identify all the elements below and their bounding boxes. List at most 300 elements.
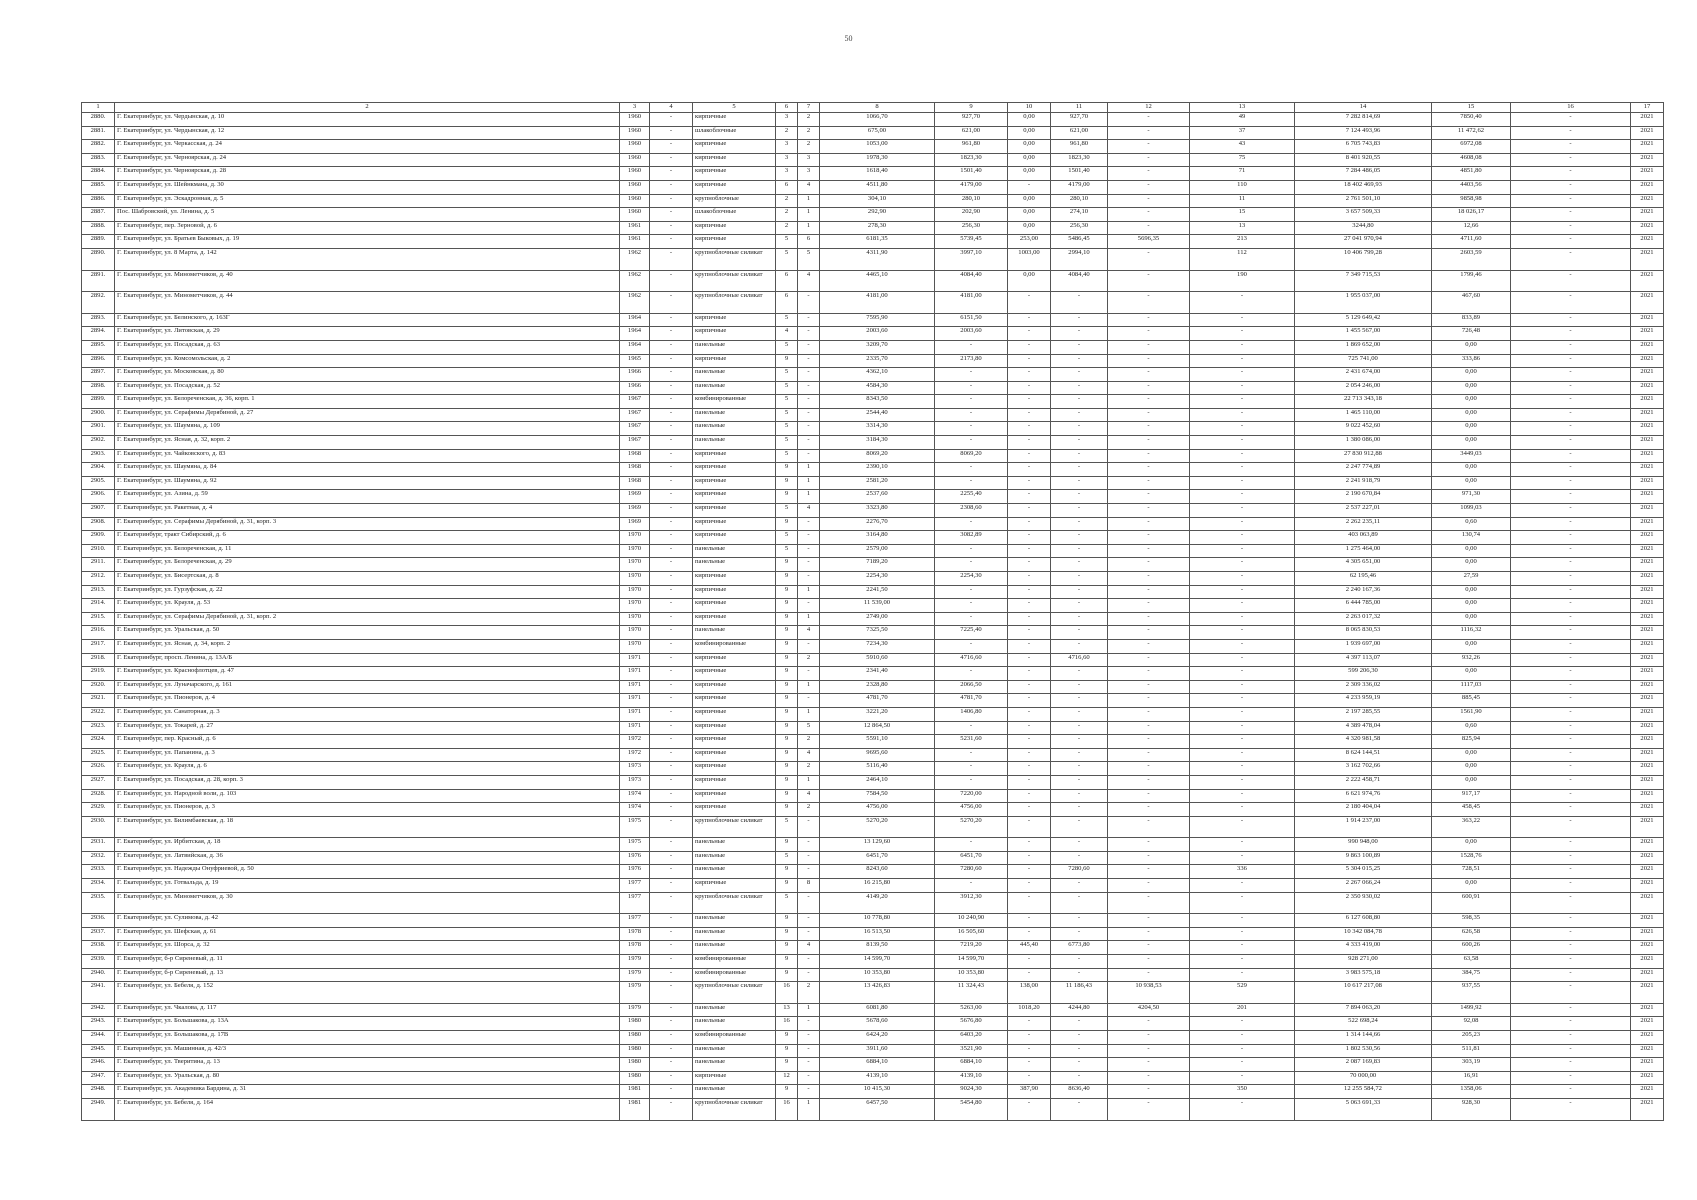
table-cell: 2 bbox=[798, 735, 820, 749]
table-cell: 2308,60 bbox=[935, 504, 1008, 518]
table-cell: 600,91 bbox=[1432, 892, 1511, 914]
table-cell: 1979 bbox=[620, 1003, 650, 1017]
table-cell: - bbox=[1511, 517, 1631, 531]
housing-register-table bbox=[81, 102, 1664, 1121]
table-cell: 2934. bbox=[82, 879, 115, 893]
table-cell: - bbox=[1190, 816, 1295, 838]
table-cell: - bbox=[1190, 892, 1295, 914]
table-cell: 5 bbox=[776, 422, 798, 436]
table-cell: 6773,80 bbox=[1051, 941, 1108, 955]
table-cell: Г. Екатеринбург, ул. Уральская, д. 50 bbox=[115, 626, 620, 640]
table-cell: 9 bbox=[776, 599, 798, 613]
table-cell: Г. Екатеринбург, ул. Крауля, д. 53 bbox=[115, 599, 620, 613]
table-cell: - bbox=[1190, 504, 1295, 518]
table-cell: - bbox=[798, 838, 820, 852]
table-cell: - bbox=[1190, 572, 1295, 586]
table-cell: - bbox=[650, 955, 693, 969]
table-cell: 9 bbox=[776, 735, 798, 749]
table-cell: - bbox=[650, 517, 693, 531]
table-cell: комбинированные bbox=[693, 639, 776, 653]
table-row bbox=[82, 140, 1664, 154]
table-cell: кирпичные bbox=[693, 235, 776, 249]
table-cell: Г. Екатеринбург, б-р Сиреневый, д. 13 bbox=[115, 968, 620, 982]
table-cell: Г. Екатеринбург, ул. Посадская, д. 52 bbox=[115, 381, 620, 395]
table-cell: - bbox=[650, 1058, 693, 1072]
table-cell: - bbox=[1511, 694, 1631, 708]
table-cell: 1960 bbox=[620, 113, 650, 127]
table-cell: 2241,50 bbox=[820, 585, 935, 599]
table-cell: - bbox=[798, 449, 820, 463]
table-cell: - bbox=[650, 680, 693, 694]
table-cell: - bbox=[1511, 851, 1631, 865]
table-cell: Г. Екатеринбург, ул. Краснофлотцев, д. 47 bbox=[115, 667, 620, 681]
table-row bbox=[82, 762, 1664, 776]
table-cell: - bbox=[1511, 153, 1631, 167]
table-cell: 1 bbox=[798, 194, 820, 208]
table-cell: - bbox=[1511, 680, 1631, 694]
table-cell: - bbox=[1051, 1098, 1108, 1120]
table-cell: - bbox=[650, 558, 693, 572]
table-cell: - bbox=[1108, 735, 1190, 749]
table-cell: - bbox=[1511, 892, 1631, 914]
table-cell: - bbox=[650, 914, 693, 928]
table-cell: 2883. bbox=[82, 153, 115, 167]
table-cell: 5 bbox=[776, 235, 798, 249]
table-cell: 1960 bbox=[620, 194, 650, 208]
table-cell: 7225,40 bbox=[935, 626, 1008, 640]
table-cell: - bbox=[1511, 1044, 1631, 1058]
table-cell: 2946. bbox=[82, 1058, 115, 1072]
table-cell: Г. Екатеринбург, ул. Посадская, д. 63 bbox=[115, 340, 620, 354]
table-cell: кирпичные bbox=[693, 463, 776, 477]
table-cell: 2021 bbox=[1631, 955, 1664, 969]
table-cell: - bbox=[1511, 340, 1631, 354]
table-cell: 3164,80 bbox=[820, 531, 935, 545]
table-cell: 213 bbox=[1190, 235, 1295, 249]
table-cell: 6 621 974,76 bbox=[1295, 789, 1432, 803]
table-cell: 4 bbox=[798, 789, 820, 803]
table-cell: - bbox=[798, 694, 820, 708]
table-cell: 2254,30 bbox=[935, 572, 1008, 586]
table-cell: - bbox=[1108, 558, 1190, 572]
table-cell: - bbox=[1511, 1003, 1631, 1017]
table-cell: 2021 bbox=[1631, 1058, 1664, 1072]
table-cell: Г. Екатеринбург, ул. Минометчиков, д. 30 bbox=[115, 892, 620, 914]
table-cell: - bbox=[935, 599, 1008, 613]
table-row bbox=[82, 531, 1664, 545]
table-cell: 5 bbox=[776, 449, 798, 463]
table-cell: - bbox=[798, 1071, 820, 1085]
table-cell: - bbox=[935, 463, 1008, 477]
table-cell: 4756,00 bbox=[935, 803, 1008, 817]
table-cell: 4084,40 bbox=[935, 270, 1008, 292]
table-cell: комбинированные bbox=[693, 955, 776, 969]
table-cell: 3082,89 bbox=[935, 531, 1008, 545]
table-cell: 3 bbox=[776, 167, 798, 181]
table-row bbox=[82, 667, 1664, 681]
table-cell: 2579,00 bbox=[820, 544, 935, 558]
table-cell: 1981 bbox=[620, 1085, 650, 1099]
table-cell: - bbox=[1108, 721, 1190, 735]
table-cell: 2944. bbox=[82, 1031, 115, 1045]
table-cell: - bbox=[1511, 194, 1631, 208]
table-cell: 13 426,83 bbox=[820, 982, 935, 1004]
table-cell: - bbox=[1511, 941, 1631, 955]
table-cell: крупноблочные силикат bbox=[693, 292, 776, 314]
table-cell: 363,22 bbox=[1432, 816, 1511, 838]
column-number: 15 bbox=[1432, 103, 1511, 113]
table-cell: 1967 bbox=[620, 436, 650, 450]
table-cell: 0,00 bbox=[1008, 126, 1051, 140]
table-cell: 971,30 bbox=[1432, 490, 1511, 504]
table-cell: - bbox=[1190, 968, 1295, 982]
table-cell: 1971 bbox=[620, 707, 650, 721]
table-cell: 2 bbox=[798, 762, 820, 776]
table-cell: 1975 bbox=[620, 838, 650, 852]
table-cell: - bbox=[1008, 838, 1051, 852]
table-cell: 2921. bbox=[82, 694, 115, 708]
table-cell: кирпичные bbox=[693, 721, 776, 735]
table-cell: Г. Екатеринбург, ул. Большакова, д. 13А bbox=[115, 1017, 620, 1031]
table-cell: 9 bbox=[776, 789, 798, 803]
table-cell: 9 bbox=[776, 1085, 798, 1099]
table-cell: 1972 bbox=[620, 735, 650, 749]
table-cell: 11 472,62 bbox=[1432, 126, 1511, 140]
table-cell: - bbox=[1008, 292, 1051, 314]
table-cell: - bbox=[650, 490, 693, 504]
table-cell: - bbox=[1051, 626, 1108, 640]
table-cell: панельные bbox=[693, 381, 776, 395]
table-cell: - bbox=[798, 1085, 820, 1099]
table-cell: 2916. bbox=[82, 626, 115, 640]
column-number: 7 bbox=[798, 103, 820, 113]
table-cell: 2021 bbox=[1631, 558, 1664, 572]
table-cell: 2021 bbox=[1631, 463, 1664, 477]
table-cell: 2021 bbox=[1631, 1044, 1664, 1058]
table-cell: 4716,60 bbox=[1051, 653, 1108, 667]
table-cell: 5739,45 bbox=[935, 235, 1008, 249]
table-cell: - bbox=[935, 775, 1008, 789]
table-row bbox=[82, 1017, 1664, 1031]
table-cell: - bbox=[1190, 851, 1295, 865]
column-number: 13 bbox=[1190, 103, 1295, 113]
table-cell: 8636,40 bbox=[1051, 1085, 1108, 1099]
table-cell: 2900. bbox=[82, 408, 115, 422]
table-cell: - bbox=[1008, 626, 1051, 640]
table-cell: 3912,30 bbox=[935, 892, 1008, 914]
table-cell: - bbox=[1190, 585, 1295, 599]
table-cell: 2920. bbox=[82, 680, 115, 694]
table-cell: - bbox=[1511, 292, 1631, 314]
table-cell: 2914. bbox=[82, 599, 115, 613]
table-cell: Г. Екатеринбург, ул. Пионеров, д. 3 bbox=[115, 803, 620, 817]
table-cell: 5678,60 bbox=[820, 1017, 935, 1031]
table-cell: 1960 bbox=[620, 126, 650, 140]
table-cell: 7850,40 bbox=[1432, 113, 1511, 127]
table-cell: кирпичные bbox=[693, 612, 776, 626]
table-cell: кирпичные bbox=[693, 180, 776, 194]
table-cell: - bbox=[1008, 531, 1051, 545]
table-cell: 2003,60 bbox=[935, 327, 1008, 341]
table-cell: - bbox=[1511, 381, 1631, 395]
table-cell: 2892. bbox=[82, 292, 115, 314]
table-cell: 2 262 235,11 bbox=[1295, 517, 1432, 531]
table-cell: 598,35 bbox=[1432, 914, 1511, 928]
table-cell: 2021 bbox=[1631, 235, 1664, 249]
table-cell: 4 bbox=[798, 748, 820, 762]
table-cell: - bbox=[650, 113, 693, 127]
table-cell: 387,90 bbox=[1008, 1085, 1051, 1099]
table-cell: 0,00 bbox=[1008, 153, 1051, 167]
table-cell: - bbox=[1190, 599, 1295, 613]
table-cell: - bbox=[1008, 653, 1051, 667]
table-cell: 15 bbox=[1190, 208, 1295, 222]
table-cell: 9 bbox=[776, 626, 798, 640]
table-cell: 2021 bbox=[1631, 1098, 1664, 1120]
table-cell: - bbox=[650, 292, 693, 314]
table-cell: 1960 bbox=[620, 153, 650, 167]
table-cell: 917,17 bbox=[1432, 789, 1511, 803]
table-cell: 8 065 830,53 bbox=[1295, 626, 1432, 640]
column-number: 16 bbox=[1511, 103, 1631, 113]
table-cell: 1962 bbox=[620, 292, 650, 314]
table-cell: 2937. bbox=[82, 927, 115, 941]
table-cell: 9 bbox=[776, 865, 798, 879]
table-cell: 63,58 bbox=[1432, 955, 1511, 969]
table-cell: 3 bbox=[776, 113, 798, 127]
table-row bbox=[82, 180, 1664, 194]
table-cell: - bbox=[1008, 599, 1051, 613]
table-cell: 280,10 bbox=[935, 194, 1008, 208]
table-cell: 9 bbox=[776, 775, 798, 789]
table-cell: 9 bbox=[776, 721, 798, 735]
table-cell: 4 bbox=[798, 180, 820, 194]
table-cell: - bbox=[650, 838, 693, 852]
column-number: 17 bbox=[1631, 103, 1664, 113]
table-row bbox=[82, 721, 1664, 735]
table-cell: - bbox=[935, 381, 1008, 395]
table-cell: Г. Екатеринбург, ул. Эскадронная, д. 5 bbox=[115, 194, 620, 208]
table-cell: - bbox=[1108, 208, 1190, 222]
table-cell: - bbox=[1051, 851, 1108, 865]
table-cell: 2905. bbox=[82, 476, 115, 490]
table-cell: - bbox=[935, 667, 1008, 681]
table-cell: - bbox=[650, 194, 693, 208]
table-cell: - bbox=[1051, 914, 1108, 928]
table-cell: 5270,20 bbox=[820, 816, 935, 838]
page-number: 50 bbox=[844, 34, 853, 43]
table-cell: - bbox=[1008, 789, 1051, 803]
column-number: 9 bbox=[935, 103, 1008, 113]
table-cell: - bbox=[1051, 1058, 1108, 1072]
table-cell: Г. Екатеринбург, ул. Серафимы Дерябиной, д. 31, корп. 2 bbox=[115, 612, 620, 626]
table-cell: 1974 bbox=[620, 789, 650, 803]
table-cell: 2021 bbox=[1631, 340, 1664, 354]
table-cell: 403 063,89 bbox=[1295, 531, 1432, 545]
table-cell: 4084,40 bbox=[1051, 270, 1108, 292]
table-cell: Г. Екатеринбург, ул. Большакова, д. 17В bbox=[115, 1031, 620, 1045]
table-cell: - bbox=[650, 180, 693, 194]
table-cell: 1969 bbox=[620, 504, 650, 518]
table-cell: панельные bbox=[693, 558, 776, 572]
table-cell: - bbox=[1008, 1071, 1051, 1085]
table-cell: 205,23 bbox=[1432, 1031, 1511, 1045]
table-cell: 2882. bbox=[82, 140, 115, 154]
table-cell: - bbox=[1190, 639, 1295, 653]
table-cell: 11 324,43 bbox=[935, 982, 1008, 1004]
table-cell: - bbox=[1008, 544, 1051, 558]
table-cell: 2021 bbox=[1631, 126, 1664, 140]
table-cell: - bbox=[1511, 476, 1631, 490]
table-cell: 3 162 702,66 bbox=[1295, 762, 1432, 776]
table-cell: - bbox=[1108, 667, 1190, 681]
table-cell: 9 bbox=[776, 558, 798, 572]
table-cell: Г. Екатеринбург, ул. Ясная, д. 34, корп. 2 bbox=[115, 639, 620, 653]
table-cell: - bbox=[1190, 544, 1295, 558]
table-cell: 1978,30 bbox=[820, 153, 935, 167]
table-cell: - bbox=[1108, 914, 1190, 928]
table-cell: 5 bbox=[776, 248, 798, 270]
table-cell: 1 380 086,00 bbox=[1295, 436, 1432, 450]
table-cell: 4851,80 bbox=[1432, 167, 1511, 181]
table-cell: - bbox=[1051, 762, 1108, 776]
table-cell: 2021 bbox=[1631, 879, 1664, 893]
table-cell: 4 333 419,00 bbox=[1295, 941, 1432, 955]
table-cell: - bbox=[1190, 1031, 1295, 1045]
table-cell: - bbox=[650, 775, 693, 789]
table-cell: - bbox=[1008, 313, 1051, 327]
table-cell: 1618,40 bbox=[820, 167, 935, 181]
table-cell: - bbox=[1108, 707, 1190, 721]
table-cell: - bbox=[1008, 490, 1051, 504]
table-cell: 0,00 bbox=[1432, 476, 1511, 490]
table-cell: 6 705 743,83 bbox=[1295, 140, 1432, 154]
table-cell: 3 983 575,18 bbox=[1295, 968, 1432, 982]
table-cell: 253,00 bbox=[1008, 235, 1051, 249]
table-cell: 2021 bbox=[1631, 436, 1664, 450]
table-cell: 2933. bbox=[82, 865, 115, 879]
table-cell: - bbox=[935, 762, 1008, 776]
table-cell: 8069,20 bbox=[820, 449, 935, 463]
table-cell: 599 206,30 bbox=[1295, 667, 1432, 681]
table-cell: панельные bbox=[693, 1003, 776, 1017]
table-cell: - bbox=[1511, 838, 1631, 852]
table-row bbox=[82, 221, 1664, 235]
table-cell: 70 000,00 bbox=[1295, 1071, 1432, 1085]
table-cell: 6181,35 bbox=[820, 235, 935, 249]
table-cell: 5 bbox=[776, 531, 798, 545]
table-cell: 2931. bbox=[82, 838, 115, 852]
table-cell: 2 241 918,79 bbox=[1295, 476, 1432, 490]
table-cell: 2021 bbox=[1631, 194, 1664, 208]
table-cell: 1971 bbox=[620, 653, 650, 667]
table-cell: - bbox=[1511, 208, 1631, 222]
table-cell: 12 255 584,72 bbox=[1295, 1085, 1432, 1099]
table-cell: 5 bbox=[776, 892, 798, 914]
table-cell: 3997,10 bbox=[935, 248, 1008, 270]
table-cell: - bbox=[935, 721, 1008, 735]
table-cell: 5 bbox=[776, 368, 798, 382]
table-cell: 1 275 464,00 bbox=[1295, 544, 1432, 558]
table-cell: 1960 bbox=[620, 167, 650, 181]
table-cell: 3 bbox=[798, 167, 820, 181]
table-cell: панельные bbox=[693, 626, 776, 640]
table-cell: кирпичные bbox=[693, 879, 776, 893]
table-cell: 2021 bbox=[1631, 748, 1664, 762]
table-cell: - bbox=[798, 927, 820, 941]
table-row bbox=[82, 707, 1664, 721]
table-cell: 62 195,46 bbox=[1295, 572, 1432, 586]
table-cell: 2021 bbox=[1631, 612, 1664, 626]
table-cell: Пос. Шабровский, ул. Ленина, д. 5 bbox=[115, 208, 620, 222]
table-cell: 10 353,80 bbox=[820, 968, 935, 982]
table-cell: 1501,40 bbox=[1051, 167, 1108, 181]
table-cell: 5454,80 bbox=[935, 1098, 1008, 1120]
table-cell: - bbox=[1008, 395, 1051, 409]
table-cell: 256,30 bbox=[935, 221, 1008, 235]
table-cell: панельные bbox=[693, 1044, 776, 1058]
table-cell: - bbox=[1008, 1044, 1051, 1058]
table-cell: - bbox=[1511, 167, 1631, 181]
table-cell: - bbox=[650, 748, 693, 762]
table-cell: - bbox=[798, 395, 820, 409]
table-cell: 5 bbox=[798, 248, 820, 270]
table-cell: 3184,30 bbox=[820, 436, 935, 450]
table-cell: 1967 bbox=[620, 422, 650, 436]
table-cell: - bbox=[650, 1031, 693, 1045]
table-cell: 4781,70 bbox=[935, 694, 1008, 708]
table-cell: 2 bbox=[798, 982, 820, 1004]
table-cell: - bbox=[1511, 235, 1631, 249]
table-cell: 1968 bbox=[620, 463, 650, 477]
table-cell: 9 bbox=[776, 707, 798, 721]
table-cell: кирпичные bbox=[693, 140, 776, 154]
table-cell: 2173,80 bbox=[935, 354, 1008, 368]
table-cell: - bbox=[1051, 476, 1108, 490]
table-cell: Г. Екатеринбург, б-р Сиреневый, д. 11 bbox=[115, 955, 620, 969]
table-cell: Г. Екатеринбург, ул. Чердынская, д. 10 bbox=[115, 113, 620, 127]
table-cell: 9 bbox=[776, 694, 798, 708]
table-cell: - bbox=[1511, 463, 1631, 477]
table-cell: 2922. bbox=[82, 707, 115, 721]
table-cell: 1 bbox=[798, 707, 820, 721]
table-cell: - bbox=[1511, 1071, 1631, 1085]
table-cell: - bbox=[650, 221, 693, 235]
table-cell: 2938. bbox=[82, 941, 115, 955]
table-cell: - bbox=[1190, 558, 1295, 572]
table-cell: 2003,60 bbox=[820, 327, 935, 341]
table-cell: - bbox=[1190, 927, 1295, 941]
table-cell: 9 bbox=[776, 927, 798, 941]
table-cell: 2886. bbox=[82, 194, 115, 208]
table-cell: 0,00 bbox=[1432, 368, 1511, 382]
table-cell: 0,00 bbox=[1432, 612, 1511, 626]
table-cell: 9 bbox=[776, 941, 798, 955]
table-cell: - bbox=[935, 476, 1008, 490]
table-cell: - bbox=[1051, 395, 1108, 409]
table-cell: - bbox=[650, 626, 693, 640]
table-cell: - bbox=[1008, 762, 1051, 776]
table-cell: кирпичные bbox=[693, 153, 776, 167]
table-cell: - bbox=[1511, 585, 1631, 599]
table-cell: 2021 bbox=[1631, 270, 1664, 292]
table-cell: крупноблочные силикат bbox=[693, 816, 776, 838]
table-cell: 2 bbox=[776, 194, 798, 208]
table-cell: 1561,90 bbox=[1432, 707, 1511, 721]
table-cell: - bbox=[1511, 968, 1631, 982]
table-cell: 621,00 bbox=[935, 126, 1008, 140]
table-cell: 2021 bbox=[1631, 667, 1664, 681]
